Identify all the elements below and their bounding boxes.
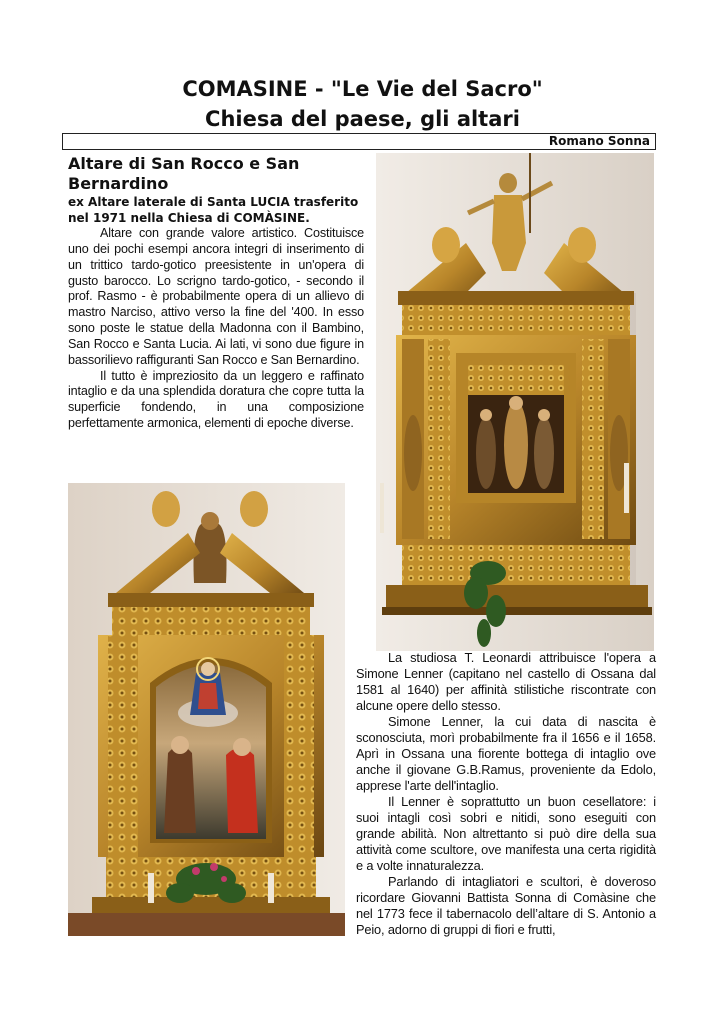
section-paragraph-1: Altare con grande valore artistico. Costituisce uno dei pochi esempi ancora integri di inserimento di un trittico tardo-gotico preesistente in un'opera di gusto barocco. Lo scrigno tardo-gotico, - secondo il prof. Rasmo - è probabilmente opera di un allievo di mastro Narciso, attivo verso la fine del '400. In esso sono poste le statue della Madonna con il Bambino, San Rocco e Santa Lucia. Ai lati, vi sono due figure in bassorilievo raffiguranti San Rocco e San Bernardino.	[68, 226, 364, 367]
page-title-line1: COMASINE - "Le Vie del Sacro"	[182, 77, 543, 101]
right-paragraph-1: La studiosa T. Leonardi attribuisce l'opera a Simone Lenner (capitano nel castello di Ossana dal 1581 al 1640) per affinità stilistiche riscontrate con alcune opere dello stesso.	[356, 650, 656, 713]
altar-photo-madonna	[68, 483, 345, 936]
section-paragraph-2: Il tutto è impreziosito da un leggero e raffinato intaglio e da una splendida doratura che copre tutta la superficie fondendo, in una composizione perfettamente armonica, elementi di epoche diverse.	[68, 368, 364, 431]
section-subtitle: ex Altare laterale di Santa LUCIA trasferito nel 1971 nella Chiesa di COMÀSINE.	[68, 195, 359, 225]
author-name: Romano Sonna	[548, 134, 650, 148]
section-title: Altare di San Rocco e San Bernardino	[68, 154, 300, 193]
right-paragraph-3: Il Lenner è soprattutto un buon cesellatore: i suoi intagli così sobri e nitidi, sono eseguiti con grande abilità. Non altrettanto si può dire della sua attività come scultore, ove manifesta una certa rigidità e a volte innaturalezza.	[356, 794, 656, 873]
altar-photo-san-rocco	[376, 153, 654, 651]
right-paragraph-2: Simone Lenner, la cui data di nascita è sconosciuta, morì probabilmente fra il 1656 e il 1658. Aprì in Ossana una fiorente bottega di intaglio ove anche il giovane G.B.Ramus, proveniente da Edolo, apprese l'arte dell'intaglio.	[356, 714, 656, 793]
page-title-line2: Chiesa del paese, gli altari	[205, 107, 520, 131]
author-bar	[62, 133, 656, 150]
left-column	[68, 154, 364, 432]
right-paragraph-4: Parlando di intagliatori e scultori, è doveroso ricordare Giovanni Battista Sonna di Comàsine che nel 1773 fece il tabernacolo dell’altare di S. Antonio a Peio, adorno di gruppi di fiori e frutti,	[356, 874, 656, 937]
right-column	[356, 650, 656, 938]
